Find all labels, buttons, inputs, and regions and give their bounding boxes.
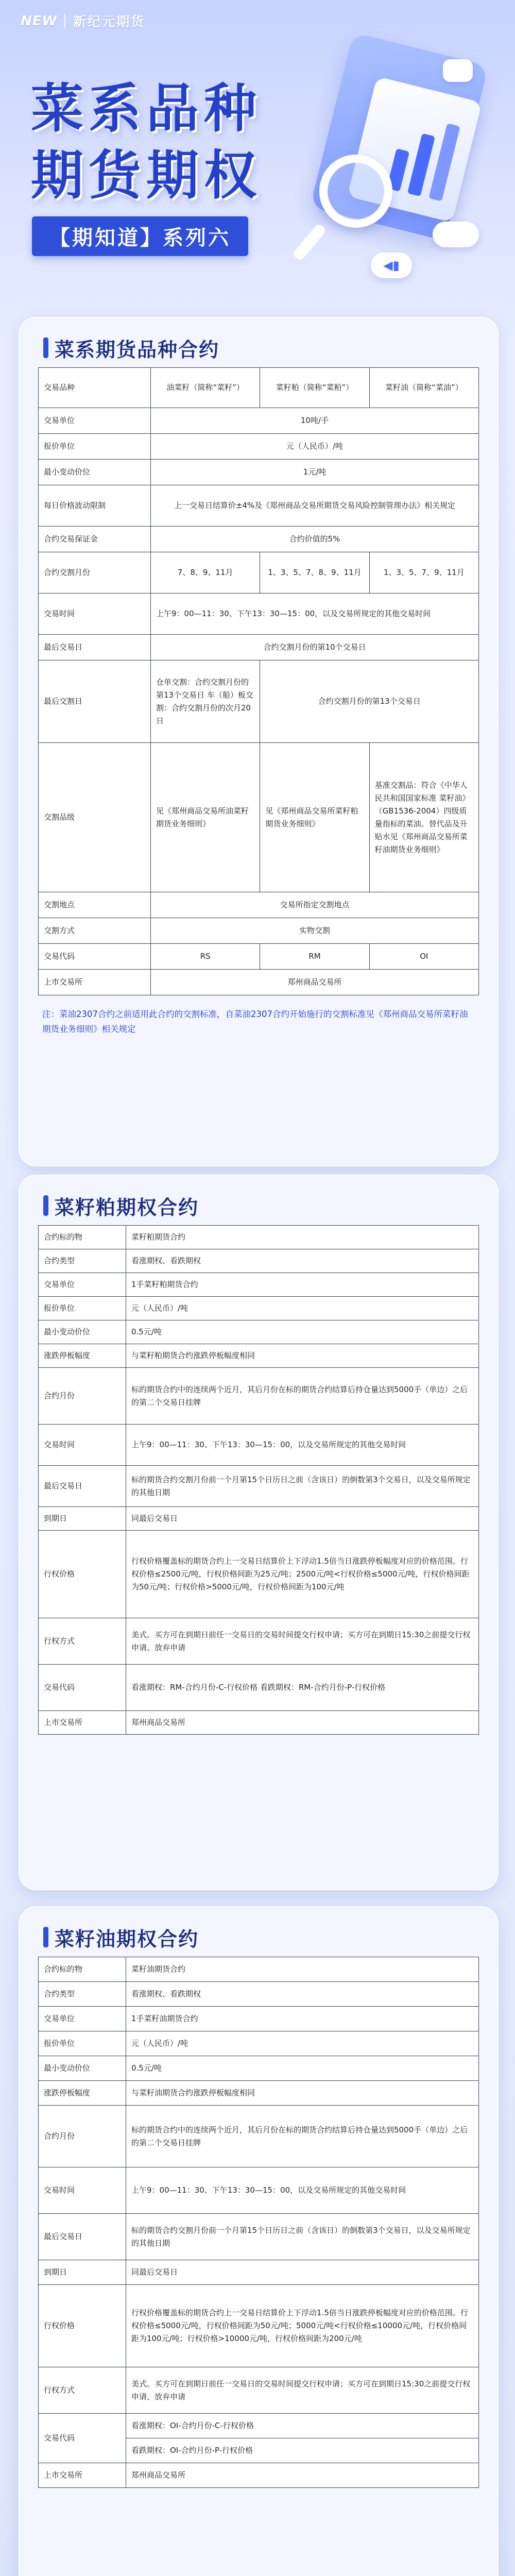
row-label: 交易时间 <box>39 2167 126 2214</box>
table-row <box>39 2007 479 2031</box>
row-value: 见《郑州商品交易所菜籽粕期货业务细则》 <box>260 743 369 892</box>
row-value: 合约价值的5% <box>151 527 479 552</box>
section-title: 菜系期货品种合约 <box>55 338 220 361</box>
table-row <box>39 2167 479 2214</box>
row-label: 交易单位 <box>39 1273 126 1297</box>
table-header-row <box>39 368 479 408</box>
table-row <box>39 408 479 434</box>
row-label: 涨跌停板幅度 <box>39 2081 126 2106</box>
row-value: 1手菜籽粕期货合约 <box>126 1273 479 1297</box>
hero-banner <box>0 0 515 335</box>
table-cell: 油菜籽（简称“菜籽”） <box>151 368 260 408</box>
table-row <box>39 2106 479 2167</box>
magnifier-icon <box>319 155 392 228</box>
row-label: 报价单位 <box>39 2031 126 2056</box>
section-title: 菜籽粕期权合约 <box>55 1196 199 1219</box>
table-row <box>39 552 479 594</box>
row-label: 行权价格 <box>39 2285 126 2367</box>
row-label: 上市交易所 <box>39 2463 126 2488</box>
page-title-line1: 菜系品种 <box>31 78 262 140</box>
table-row <box>39 660 479 743</box>
table-row <box>39 485 479 527</box>
row-label: 行权方式 <box>39 2367 126 2414</box>
row-value: 元（人民币）/吨 <box>126 2031 479 2056</box>
row-label: 合约标的物 <box>39 1226 126 1249</box>
row-value: 行权价格覆盖标的期货合约上一交易日结算价上下浮动1.5倍当日涨跌停板幅度对应的价格范围。行权价格≤5000元/吨，行权价格间距为50元/吨；5000元/吨<行权价格≤10000元/吨，行权价格间距为100元/吨；行权价格>10000元/吨，行权价格间距为200元/吨 <box>126 2285 479 2367</box>
row-value: 标的期货合约中的连续两个近月，其后月份在标的期货合约结算后持仓量达到5000手（单边）之后的第二个交易日挂牌 <box>126 2106 479 2167</box>
table-row <box>39 460 479 485</box>
row-value: 菜籽粕期货合约 <box>126 1226 479 1249</box>
row-label: 到期日 <box>39 2260 126 2285</box>
section-header <box>20 1176 497 1217</box>
rapeseed-meal-option-section <box>19 1175 499 1890</box>
magnifier-handle <box>292 223 327 261</box>
row-label: 行权价格 <box>39 1531 126 1618</box>
table-row <box>39 1320 479 1344</box>
row-value: 看涨期权、看跌期权 <box>126 1982 479 2007</box>
row-label: 合约交易保证金 <box>39 527 151 552</box>
row-value: 标的期货合约中的连续两个近月，其后月份在标的期货合约结算后持仓量达到5000手（单边）之后的第二个交易日挂牌 <box>126 1368 479 1425</box>
row-label: 报价单位 <box>39 434 151 460</box>
table-row <box>39 2260 479 2285</box>
row-label: 最小变动价位 <box>39 460 151 485</box>
section-header <box>20 318 497 359</box>
row-label: 交易代码 <box>39 2414 126 2463</box>
row-label: 合约类型 <box>39 1249 126 1273</box>
section-accent-bar <box>43 337 48 358</box>
row-value: 上一交易日结算价±4%及《郑州商品交易所期货交易风险控制管理办法》相关规定 <box>151 485 479 527</box>
table-cell: 菜籽油（简称“菜油”） <box>369 368 478 408</box>
table-row <box>39 944 479 970</box>
row-value: 上午9：00—11：30、下午13：30—15：00，以及交易所规定的其他交易时间 <box>151 594 479 635</box>
table-row <box>39 970 479 995</box>
table-row <box>39 1957 479 1982</box>
row-value: 1、3、5、7、9、11月 <box>369 552 478 594</box>
table-row <box>39 2056 479 2081</box>
row-label: 每日价格波动限制 <box>39 485 151 527</box>
table-row <box>39 1368 479 1425</box>
row-label: 交易单位 <box>39 2007 126 2031</box>
row-label: 上市交易所 <box>39 970 151 995</box>
row-label: 行权方式 <box>39 1618 126 1665</box>
table-row <box>39 2081 479 2106</box>
cloud-icon <box>433 222 479 247</box>
table-row <box>39 1273 479 1297</box>
row-label: 交割品级 <box>39 743 151 892</box>
table-row <box>39 1297 479 1320</box>
row-label: 上市交易所 <box>39 1711 126 1735</box>
row-label: 最小变动价位 <box>39 1320 126 1344</box>
row-label: 交易时间 <box>39 1425 126 1466</box>
rapeseed-oil-option-section <box>19 1906 499 2576</box>
row-value: 元（人民币）/吨 <box>151 434 479 460</box>
row-label: 合约月份 <box>39 2106 126 2167</box>
table-row <box>39 1507 479 1531</box>
row-value: 上午9：00—11：30、下午13：30—15：00，以及交易所规定的其他交易时间 <box>126 1425 479 1466</box>
row-value: 元（人民币）/吨 <box>126 1297 479 1320</box>
footnote: 注：菜油2307合约之前适用此合约的交割标准，自菜油2307合约开始施行的交割标准见《郑州商品交易所菜籽油期货业务细则》相关规定 <box>42 1009 468 1034</box>
logo-company-name: 新纪元期货 <box>73 14 145 30</box>
row-value: 见《郑州商品交易所油菜籽期货业务细则》 <box>151 743 260 892</box>
logo-divider <box>64 13 65 29</box>
row-value: 同最后交易日 <box>126 1507 479 1531</box>
table-row <box>39 1711 479 1735</box>
row-value: 1手菜籽油期货合约 <box>126 2007 479 2031</box>
table-row <box>39 2367 479 2414</box>
row-label: 到期日 <box>39 1507 126 1531</box>
futures-contract-section <box>19 317 499 1166</box>
table-row <box>39 2031 479 2056</box>
table-row <box>39 527 479 552</box>
futures-spec-table <box>38 367 479 995</box>
row-value: 郑州商品交易所 <box>126 2463 479 2488</box>
row-value: 仓单交割：合约交割月份的第13个交易日 车（船）板交割：合约交割月份的次月20日 <box>151 660 260 743</box>
series-badge: 【期知道】系列六 <box>32 216 248 256</box>
row-label: 交易时间 <box>39 594 151 635</box>
row-value: 交易所指定交割地点 <box>151 892 479 918</box>
row-value: 0.5元/吨 <box>126 1320 479 1344</box>
table-row <box>39 1249 479 1273</box>
table-row <box>39 1618 479 1665</box>
row-value: 看跌期权：OI-合约月份-P-行权价格 <box>126 2438 479 2463</box>
table-row <box>39 594 479 635</box>
row-value: 美式。买方可在到期日前任一交易日的交易时间提交行权申请；买方可在到期日15:30之前提交行权申请、放弃申请 <box>126 2367 479 2414</box>
row-value: 标的期货合约交割月份前一个月第15个日历日之前（含该日）的倒数第3个交易日，以及交易所规定的其他日期 <box>126 2214 479 2260</box>
table-row <box>39 434 479 460</box>
table-row <box>39 1344 479 1368</box>
row-value: 行权价格覆盖标的期货合约上一交易日结算价上下浮动1.5倍当日涨跌停板幅度对应的价格范围。行权价格≤2500元/吨，行权价格间距为25元/吨；2500元/吨<行权价格≤5000元/吨，行权价格间距为50元/吨；行权价格>5000元/吨，行权价格间距为100元/吨 <box>126 1531 479 1618</box>
table-row <box>39 1665 479 1711</box>
row-value: 看涨期权、看跌期权 <box>126 1249 479 1273</box>
row-label: 合约类型 <box>39 1982 126 2007</box>
row-value: 菜籽油期货合约 <box>126 1957 479 1982</box>
table-row <box>39 1982 479 2007</box>
row-label: 合约标的物 <box>39 1957 126 1982</box>
brand-logo <box>21 11 145 30</box>
table-row <box>39 2285 479 2367</box>
row-value: 郑州商品交易所 <box>151 970 479 995</box>
chat-bubble-icon <box>443 59 473 82</box>
row-value: 合约交割月份的第13个交易日 <box>260 660 479 743</box>
table-row <box>39 1425 479 1466</box>
oil-option-spec-table <box>38 1957 479 2488</box>
table-row <box>39 918 479 944</box>
row-value: 同最后交易日 <box>126 2260 479 2285</box>
table-row <box>39 635 479 660</box>
table-row <box>39 2463 479 2488</box>
logo-mark: NEW <box>21 13 58 29</box>
row-value: RM <box>260 944 369 970</box>
table-row <box>39 2214 479 2260</box>
section-title: 菜籽油期权合约 <box>55 1927 199 1951</box>
section-accent-bar <box>43 1927 48 1947</box>
row-value: 合约交割月份的第10个交易日 <box>151 635 479 660</box>
table-row <box>39 2414 479 2438</box>
table-cell: 菜籽粕（简称“菜粕”） <box>260 368 369 408</box>
section-header <box>20 1907 497 1951</box>
page-title-line2: 期货期权 <box>31 145 262 207</box>
table-row <box>39 1226 479 1249</box>
section-accent-bar <box>43 1195 48 1216</box>
row-label: 报价单位 <box>39 1297 126 1320</box>
row-value: 基准交割品：符合《中华人民共和国国家标准 菜籽油》（GB1536-2004）四级质量指标的菜油。替代品及升贴水见《郑州商品交易所菜籽油期货业务细则》 <box>369 743 478 892</box>
row-value: 标的期货合约交割月份前一个月第15个日历日之前（含该日）的倒数第3个交易日，以及交易所规定的其他日期 <box>126 1466 479 1507</box>
row-label: 交割方式 <box>39 918 151 944</box>
meal-option-spec-table <box>38 1225 479 1735</box>
row-label: 交割地点 <box>39 892 151 918</box>
row-value: 看涨期权：RM-合约月份-C-行权价格 看跌期权：RM-合约月份-P-行权价格 <box>126 1665 479 1711</box>
row-value: 看涨期权：OI-合约月份-C-行权价格 <box>126 2414 479 2438</box>
row-value: 1元/吨 <box>151 460 479 485</box>
row-value: 10吨/手 <box>151 408 479 434</box>
row-label: 合约交割月份 <box>39 552 151 594</box>
row-label: 交易代码 <box>39 1665 126 1711</box>
table-row <box>39 1466 479 1507</box>
row-value: 郑州商品交易所 <box>126 1711 479 1735</box>
row-value: 美式。买方可在到期日前任一交易日的交易时间提交行权申请；买方可在到期日15:30之前提交行权申请、放弃申请 <box>126 1618 479 1665</box>
row-value: OI <box>369 944 478 970</box>
row-label: 合约月份 <box>39 1368 126 1425</box>
row-label: 涨跌停板幅度 <box>39 1344 126 1368</box>
table-row <box>39 1531 479 1618</box>
row-value: 实物交割 <box>151 918 479 944</box>
row-label: 最小变动价位 <box>39 2056 126 2081</box>
row-label: 最后交割日 <box>39 660 151 743</box>
row-value: RS <box>151 944 260 970</box>
row-label: 最后交易日 <box>39 2214 126 2260</box>
row-label: 交易代码 <box>39 944 151 970</box>
table-row <box>39 743 479 892</box>
row-label: 最后交易日 <box>39 1466 126 1507</box>
row-value: 与菜籽油期货合约涨跌停板幅度相同 <box>126 2081 479 2106</box>
table-row <box>39 892 479 918</box>
row-value: 1、3、5、7、8、9、11月 <box>260 552 369 594</box>
row-value: 0.5元/吨 <box>126 2056 479 2081</box>
row-label: 最后交易日 <box>39 635 151 660</box>
table-cell: 交易品种 <box>39 368 151 408</box>
play-icon: ◀▮ <box>371 252 412 278</box>
row-value: 7、8、9、11月 <box>151 552 260 594</box>
row-label: 交易单位 <box>39 408 151 434</box>
row-value: 上午9：00—11：30、下午13：30—15：00，以及交易所规定的其他交易时间 <box>126 2167 479 2214</box>
row-value: 与菜籽粕期货合约涨跌停板幅度相同 <box>126 1344 479 1368</box>
